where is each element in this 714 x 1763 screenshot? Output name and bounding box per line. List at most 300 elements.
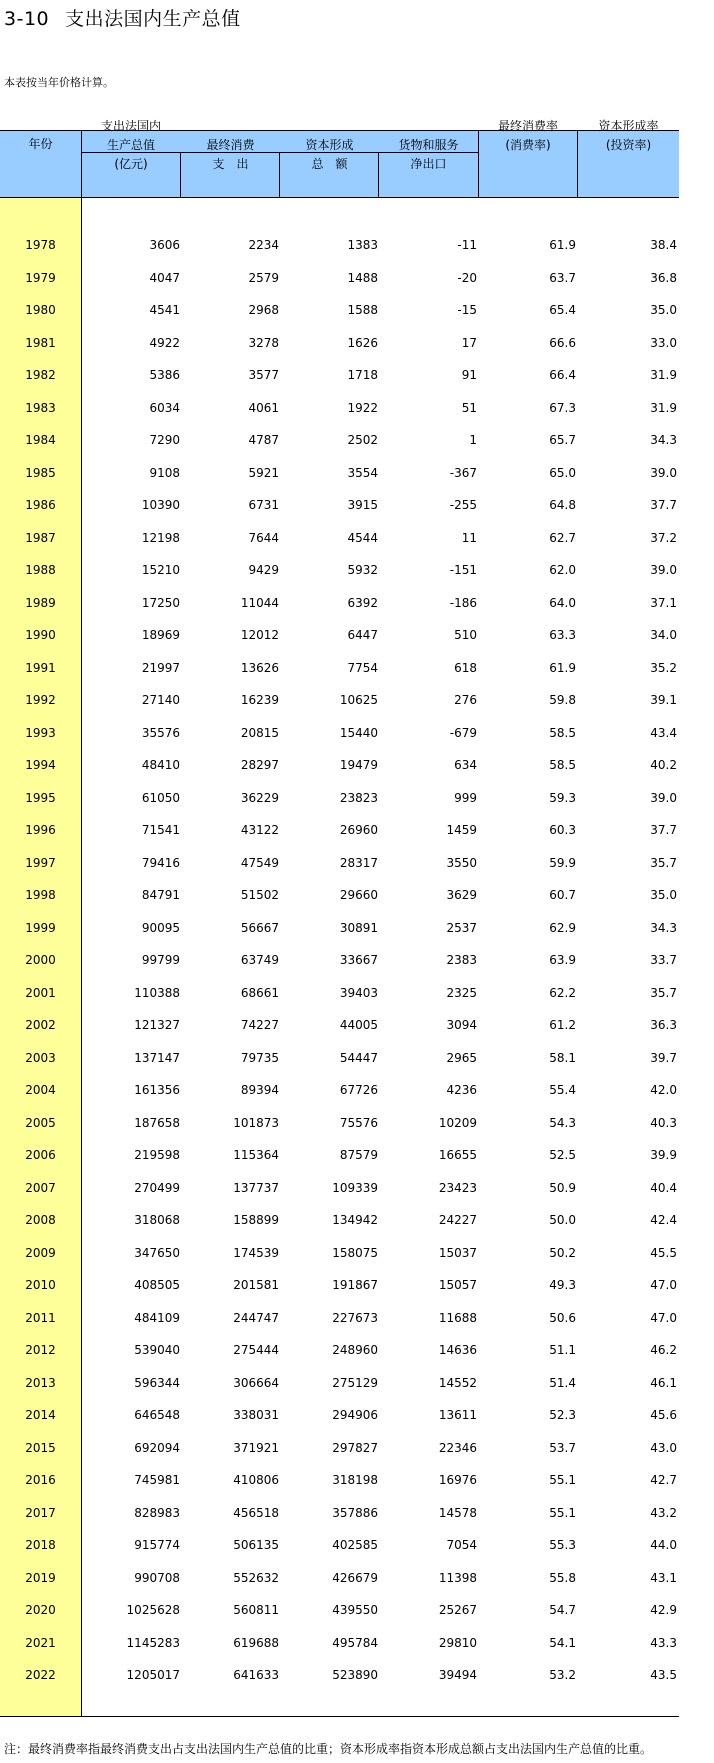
cell-consumption: 306664: [233, 1375, 279, 1390]
cell-capital: 134942: [332, 1213, 378, 1227]
header-net-exports-line1: 货物和服务: [398, 138, 459, 152]
cell-year: 2020: [25, 1603, 56, 1617]
cell-consumption: 560811: [233, 1603, 279, 1617]
table-row: [0, 430, 679, 463]
cell-consumption: 371921: [233, 1440, 279, 1455]
table-row: [0, 723, 679, 756]
cell-net-exports: -679: [449, 725, 477, 740]
table-row: [0, 1633, 679, 1666]
cell-capital: 275129: [332, 1375, 378, 1390]
cell-year: 2022: [25, 1668, 56, 1682]
cell-investment-rate: 31.9: [650, 400, 677, 415]
cell-investment-rate: 46.1: [650, 1375, 677, 1390]
cell-gdp: 1025628: [126, 1603, 180, 1617]
cell-consumption-rate: 59.8: [549, 693, 576, 707]
cell-consumption-rate: 64.8: [549, 498, 576, 512]
cell-capital: 30891: [339, 920, 378, 935]
cell-consumption-rate: 62.9: [549, 920, 576, 935]
cell-consumption-rate: 65.0: [549, 465, 576, 480]
cell-consumption-rate: 55.1: [549, 1505, 576, 1520]
cell-year: 2007: [25, 1180, 56, 1195]
table-row: [0, 1665, 679, 1698]
cell-investment-rate: 31.9: [650, 368, 677, 382]
cell-consumption-rate: 66.4: [549, 368, 576, 382]
table-row: [0, 1568, 679, 1601]
cell-year: 1980: [25, 303, 56, 317]
cell-year: 2006: [25, 1148, 56, 1162]
cell-gdp: 539040: [134, 1343, 180, 1357]
cell-consumption-rate: 61.9: [549, 238, 576, 252]
cell-capital: 10625: [339, 693, 378, 707]
cell-net-exports: 634: [454, 758, 477, 772]
header-consumption-rate-line2: (消费率): [505, 138, 551, 152]
cell-capital: 23823: [339, 790, 378, 805]
cell-consumption-rate: 55.4: [549, 1083, 576, 1097]
cell-gdp: 4922: [149, 335, 180, 350]
cell-consumption: 74227: [240, 1018, 279, 1032]
cell-gdp: 35576: [141, 725, 180, 740]
cell-investment-rate: 35.7: [650, 985, 677, 1000]
cell-consumption: 12012: [240, 628, 279, 642]
cell-capital: 75576: [339, 1115, 378, 1130]
cell-capital: 2502: [347, 433, 378, 447]
cell-consumption: 63749: [240, 953, 279, 967]
header-divider: [478, 131, 479, 197]
cell-consumption: 4061: [248, 400, 279, 415]
cell-year: 1994: [25, 758, 56, 772]
cell-consumption-rate: 58.1: [549, 1050, 576, 1065]
cell-consumption: 338031: [233, 1408, 279, 1422]
cell-gdp: 10390: [141, 498, 180, 512]
cell-investment-rate: 39.0: [650, 790, 677, 805]
cell-consumption: 115364: [233, 1148, 279, 1162]
header-consumption-rate-line1: 最终消费率: [497, 119, 558, 133]
cell-consumption-rate: 55.8: [549, 1570, 576, 1585]
header-divider: [180, 152, 181, 197]
cell-net-exports: -255: [449, 498, 477, 512]
cell-year: 2017: [25, 1505, 56, 1520]
cell-consumption-rate: 58.5: [549, 758, 576, 772]
cell-gdp: 15210: [141, 563, 180, 577]
cell-gdp: 318068: [134, 1213, 180, 1227]
cell-gdp: 347650: [134, 1245, 180, 1260]
table-row: [0, 788, 679, 821]
cell-gdp: 6034: [149, 400, 180, 415]
table-subtitle: 本表按当年价格计算。: [4, 76, 114, 89]
cell-consumption-rate: 60.3: [549, 823, 576, 837]
cell-year: 1997: [25, 855, 56, 870]
table-row: [0, 528, 679, 561]
cell-consumption: 51502: [240, 888, 279, 902]
cell-capital: 1383: [347, 238, 378, 252]
cell-investment-rate: 35.0: [650, 303, 677, 317]
cell-year: 2019: [25, 1570, 56, 1585]
cell-gdp: 121327: [134, 1018, 180, 1032]
cell-net-exports: -11: [457, 238, 477, 252]
cell-investment-rate: 33.7: [650, 953, 677, 967]
cell-net-exports: 276: [454, 693, 477, 707]
cell-gdp: 90095: [141, 920, 180, 935]
table-row: [0, 1405, 679, 1438]
cell-gdp: 3606: [149, 238, 180, 252]
cell-gdp: 990708: [134, 1570, 180, 1585]
cell-year: 1984: [25, 433, 56, 447]
cell-consumption: 20815: [240, 725, 279, 740]
cell-investment-rate: 36.8: [650, 270, 677, 285]
cell-net-exports: 24227: [438, 1213, 477, 1227]
cell-net-exports: 16976: [438, 1473, 477, 1487]
cell-gdp: 270499: [134, 1180, 180, 1195]
cell-investment-rate: 34.0: [650, 628, 677, 642]
table-row: [0, 1503, 679, 1536]
cell-year: 2021: [25, 1635, 56, 1650]
cell-consumption: 5921: [248, 465, 279, 480]
cell-capital: 26960: [339, 823, 378, 837]
cell-gdp: 9108: [149, 465, 180, 480]
cell-gdp: 71541: [141, 823, 180, 837]
cell-gdp: 110388: [134, 985, 180, 1000]
table-row: [0, 300, 679, 333]
header-net-exports-line2: 净出口: [410, 157, 447, 171]
table-row: [0, 1340, 679, 1373]
table-row: [0, 950, 679, 983]
cell-capital: 1718: [347, 368, 378, 382]
cell-gdp: 646548: [134, 1408, 180, 1422]
cell-year: 1998: [25, 888, 56, 902]
footnote: 注：最终消费率指最终消费支出占支出法国内生产总值的比重；资本形成率指资本形成总额占支出法国内生产总值的比重。: [4, 1742, 653, 1756]
cell-capital: 4544: [347, 530, 378, 545]
cell-net-exports: 23423: [438, 1180, 477, 1195]
cell-investment-rate: 34.3: [650, 920, 677, 935]
cell-consumption: 79735: [240, 1050, 279, 1065]
cell-net-exports: -20: [457, 270, 477, 285]
cell-year: 1982: [25, 368, 56, 382]
cell-consumption-rate: 62.7: [549, 530, 576, 545]
cell-net-exports: 2383: [446, 953, 477, 967]
cell-net-exports: 3094: [446, 1018, 477, 1032]
cell-capital: 6447: [347, 628, 378, 642]
cell-gdp: 79416: [141, 855, 180, 870]
cell-investment-rate: 35.2: [650, 660, 677, 675]
cell-net-exports: 2965: [446, 1050, 477, 1065]
header-investment-rate-line1: 资本形成率: [598, 119, 659, 133]
header-divider: [577, 131, 578, 197]
header-consumption-line2: 支 出: [212, 157, 249, 171]
header-capital-line2: 总 额: [311, 157, 348, 171]
cell-net-exports: 2537: [446, 920, 477, 935]
cell-net-exports: 2325: [446, 985, 477, 1000]
cell-net-exports: 510: [454, 628, 477, 642]
cell-investment-rate: 43.1: [650, 1570, 677, 1585]
cell-consumption: 552632: [233, 1570, 279, 1585]
header-divider: [279, 152, 280, 197]
cell-consumption-rate: 51.1: [549, 1343, 576, 1357]
table-row: [0, 820, 679, 853]
cell-gdp: 7290: [149, 433, 180, 447]
cell-investment-rate: 42.9: [650, 1603, 677, 1617]
cell-consumption: 68661: [240, 985, 279, 1000]
table-row: [0, 1015, 679, 1048]
table-row: [0, 268, 679, 301]
cell-capital: 158075: [332, 1245, 378, 1260]
cell-consumption: 3577: [248, 368, 279, 382]
cell-consumption: 43122: [240, 823, 279, 837]
header-divider: [378, 152, 379, 197]
cell-investment-rate: 47.0: [650, 1278, 677, 1292]
cell-consumption-rate: 53.7: [549, 1440, 576, 1455]
cell-year: 2015: [25, 1440, 56, 1455]
cell-year: 1991: [25, 660, 56, 675]
cell-consumption: 101873: [233, 1115, 279, 1130]
cell-net-exports: 14552: [438, 1375, 477, 1390]
cell-gdp: 408505: [134, 1278, 180, 1292]
cell-consumption: 641633: [233, 1668, 279, 1682]
cell-capital: 15440: [339, 725, 378, 740]
table-body: [0, 235, 679, 1698]
cell-consumption: 2579: [248, 270, 279, 285]
cell-gdp: 915774: [134, 1538, 180, 1552]
table-row: [0, 690, 679, 723]
cell-consumption-rate: 52.3: [549, 1408, 576, 1422]
cell-year: 2018: [25, 1538, 56, 1552]
cell-investment-rate: 46.2: [650, 1343, 677, 1357]
cell-year: 2000: [25, 953, 56, 967]
cell-capital: 402585: [332, 1538, 378, 1552]
cell-consumption-rate: 49.3: [549, 1278, 576, 1292]
cell-consumption: 89394: [240, 1083, 279, 1097]
cell-year: 1989: [25, 595, 56, 610]
cell-net-exports: -186: [449, 595, 477, 610]
cell-consumption-rate: 50.6: [549, 1310, 576, 1325]
cell-net-exports: 7054: [446, 1538, 477, 1552]
cell-capital: 357886: [332, 1505, 378, 1520]
cell-consumption-rate: 50.2: [549, 1245, 576, 1260]
cell-consumption: 4787: [248, 433, 279, 447]
cell-consumption: 7644: [248, 530, 279, 545]
cell-consumption: 13626: [240, 660, 279, 675]
header-capital-line1: 资本形成: [305, 138, 354, 152]
cell-consumption: 275444: [233, 1343, 279, 1357]
cell-consumption: 137737: [233, 1180, 279, 1195]
table-row: [0, 333, 679, 366]
cell-year: 1999: [25, 920, 56, 935]
cell-capital: 33667: [339, 953, 378, 967]
cell-year: 2016: [25, 1473, 56, 1487]
cell-year: 1992: [25, 693, 56, 707]
cell-capital: 28317: [339, 855, 378, 870]
cell-consumption-rate: 65.4: [549, 303, 576, 317]
cell-consumption-rate: 62.0: [549, 563, 576, 577]
cell-capital: 29660: [339, 888, 378, 902]
cell-investment-rate: 43.5: [650, 1668, 677, 1682]
cell-capital: 318198: [332, 1473, 378, 1487]
cell-year: 1979: [25, 270, 56, 285]
table-row: [0, 853, 679, 886]
header-year: 年份: [28, 137, 53, 151]
cell-gdp: 27140: [141, 693, 180, 707]
cell-capital: 3915: [347, 498, 378, 512]
cell-capital: 3554: [347, 465, 378, 480]
cell-investment-rate: 45.6: [650, 1408, 677, 1422]
cell-consumption-rate: 55.3: [549, 1538, 576, 1552]
table-row: [0, 1600, 679, 1633]
cell-investment-rate: 38.4: [650, 238, 677, 252]
cell-gdp: 596344: [134, 1375, 180, 1390]
cell-consumption: 201581: [233, 1278, 279, 1292]
cell-investment-rate: 36.3: [650, 1018, 677, 1032]
cell-year: 2014: [25, 1408, 56, 1422]
cell-year: 1995: [25, 790, 56, 805]
cell-consumption: 28297: [240, 758, 279, 772]
cell-capital: 19479: [339, 758, 378, 772]
cell-net-exports: 13611: [438, 1408, 477, 1422]
cell-capital: 1922: [347, 400, 378, 415]
cell-net-exports: 1459: [446, 823, 477, 837]
cell-consumption: 2968: [248, 303, 279, 317]
cell-year: 1993: [25, 725, 56, 740]
cell-consumption: 619688: [233, 1635, 279, 1650]
cell-year: 2012: [25, 1343, 56, 1357]
table-row: [0, 625, 679, 658]
header-consumption-line1: 最终消费: [206, 138, 255, 152]
cell-gdp: 1205017: [126, 1668, 180, 1682]
cell-net-exports: 25267: [438, 1603, 477, 1617]
cell-capital: 297827: [332, 1440, 378, 1455]
cell-consumption-rate: 67.3: [549, 400, 576, 415]
cell-net-exports: 51: [461, 400, 477, 415]
table-row: [0, 1373, 679, 1406]
cell-year: 1981: [25, 335, 56, 350]
cell-consumption: 56667: [240, 920, 279, 935]
table-row: [0, 1275, 679, 1308]
cell-capital: 109339: [332, 1180, 378, 1195]
cell-capital: 67726: [339, 1083, 378, 1097]
cell-capital: 495784: [332, 1635, 378, 1650]
table-row: [0, 1308, 679, 1341]
page-title: [4, 4, 241, 31]
header-group: 支出法国内: [100, 119, 161, 133]
bottom-rule: [0, 1716, 679, 1717]
cell-consumption-rate: 58.5: [549, 725, 576, 740]
table-number: 3-10: [4, 8, 50, 30]
cell-net-exports: 11688: [438, 1310, 477, 1325]
table-row: [0, 560, 679, 593]
table-row: [0, 365, 679, 398]
cell-year: 2003: [25, 1050, 56, 1065]
cell-investment-rate: 35.7: [650, 855, 677, 870]
cell-capital: 44005: [339, 1018, 378, 1032]
cell-gdp: 18969: [141, 628, 180, 642]
table-row: [0, 235, 679, 268]
cell-consumption-rate: 53.2: [549, 1668, 576, 1682]
cell-investment-rate: 37.7: [650, 498, 677, 512]
cell-investment-rate: 39.0: [650, 563, 677, 577]
cell-net-exports: 15057: [438, 1278, 477, 1292]
cell-consumption-rate: 50.0: [549, 1213, 576, 1227]
header-group-rule: [82, 152, 478, 153]
cell-gdp: 4541: [149, 303, 180, 317]
cell-consumption: 2234: [248, 238, 279, 252]
cell-year: 1988: [25, 563, 56, 577]
cell-investment-rate: 42.4: [650, 1213, 677, 1227]
table-row: [0, 1470, 679, 1503]
cell-investment-rate: 37.7: [650, 823, 677, 837]
cell-gdp: 48410: [141, 758, 180, 772]
cell-consumption-rate: 54.3: [549, 1115, 576, 1130]
cell-net-exports: 91: [461, 368, 477, 382]
table-row: [0, 398, 679, 431]
cell-investment-rate: 40.2: [650, 758, 677, 772]
cell-investment-rate: 39.7: [650, 1050, 677, 1065]
cell-consumption: 9429: [248, 563, 279, 577]
cell-net-exports: 11398: [438, 1570, 477, 1585]
table-row: [0, 1113, 679, 1146]
cell-net-exports: 29810: [438, 1635, 477, 1650]
cell-gdp: 219598: [134, 1148, 180, 1162]
cell-investment-rate: 43.0: [650, 1440, 677, 1455]
cell-capital: 426679: [332, 1570, 378, 1585]
cell-year: 1996: [25, 823, 56, 837]
cell-consumption-rate: 65.7: [549, 433, 576, 447]
cell-investment-rate: 37.1: [650, 595, 677, 610]
table-row: [0, 1178, 679, 1211]
table-row: [0, 463, 679, 496]
cell-capital: 227673: [332, 1310, 378, 1325]
cell-investment-rate: 43.3: [650, 1635, 677, 1650]
cell-consumption: 456518: [233, 1505, 279, 1520]
table-row: [0, 755, 679, 788]
cell-investment-rate: 44.0: [650, 1538, 677, 1552]
cell-capital: 191867: [332, 1278, 378, 1292]
cell-year: 2008: [25, 1213, 56, 1227]
cell-consumption-rate: 50.9: [549, 1180, 576, 1195]
cell-capital: 1588: [347, 303, 378, 317]
table-row: [0, 1535, 679, 1568]
cell-consumption-rate: 64.0: [549, 595, 576, 610]
cell-investment-rate: 34.3: [650, 433, 677, 447]
header-gdp-line2: (亿元): [114, 157, 148, 171]
table-row: [0, 1080, 679, 1113]
cell-year: 1985: [25, 465, 56, 480]
table-row: [0, 918, 679, 951]
cell-investment-rate: 33.0: [650, 335, 677, 350]
cell-gdp: 1145283: [126, 1635, 180, 1650]
cell-gdp: 828983: [134, 1505, 180, 1520]
cell-investment-rate: 45.5: [650, 1245, 677, 1260]
cell-net-exports: -367: [449, 465, 477, 480]
cell-gdp: 692094: [134, 1440, 180, 1455]
cell-capital: 523890: [332, 1668, 378, 1682]
cell-consumption: 36229: [240, 790, 279, 805]
cell-investment-rate: 43.4: [650, 725, 677, 740]
header-divider: [81, 131, 82, 197]
table-row: [0, 1210, 679, 1243]
cell-consumption: 244747: [233, 1310, 279, 1325]
cell-consumption-rate: 62.2: [549, 985, 576, 1000]
cell-consumption-rate: 59.3: [549, 790, 576, 805]
cell-consumption-rate: 63.3: [549, 628, 576, 642]
header-gdp-line1: 生产总值: [106, 138, 155, 152]
cell-capital: 54447: [339, 1050, 378, 1065]
cell-investment-rate: 39.9: [650, 1148, 677, 1162]
cell-investment-rate: 40.3: [650, 1115, 677, 1130]
cell-consumption: 158899: [233, 1213, 279, 1227]
cell-investment-rate: 42.7: [650, 1473, 677, 1487]
header-investment-rate-line2: (投资率): [605, 138, 652, 152]
cell-consumption-rate: 55.1: [549, 1473, 576, 1487]
cell-net-exports: 14578: [438, 1505, 477, 1520]
table-row: [0, 1145, 679, 1178]
